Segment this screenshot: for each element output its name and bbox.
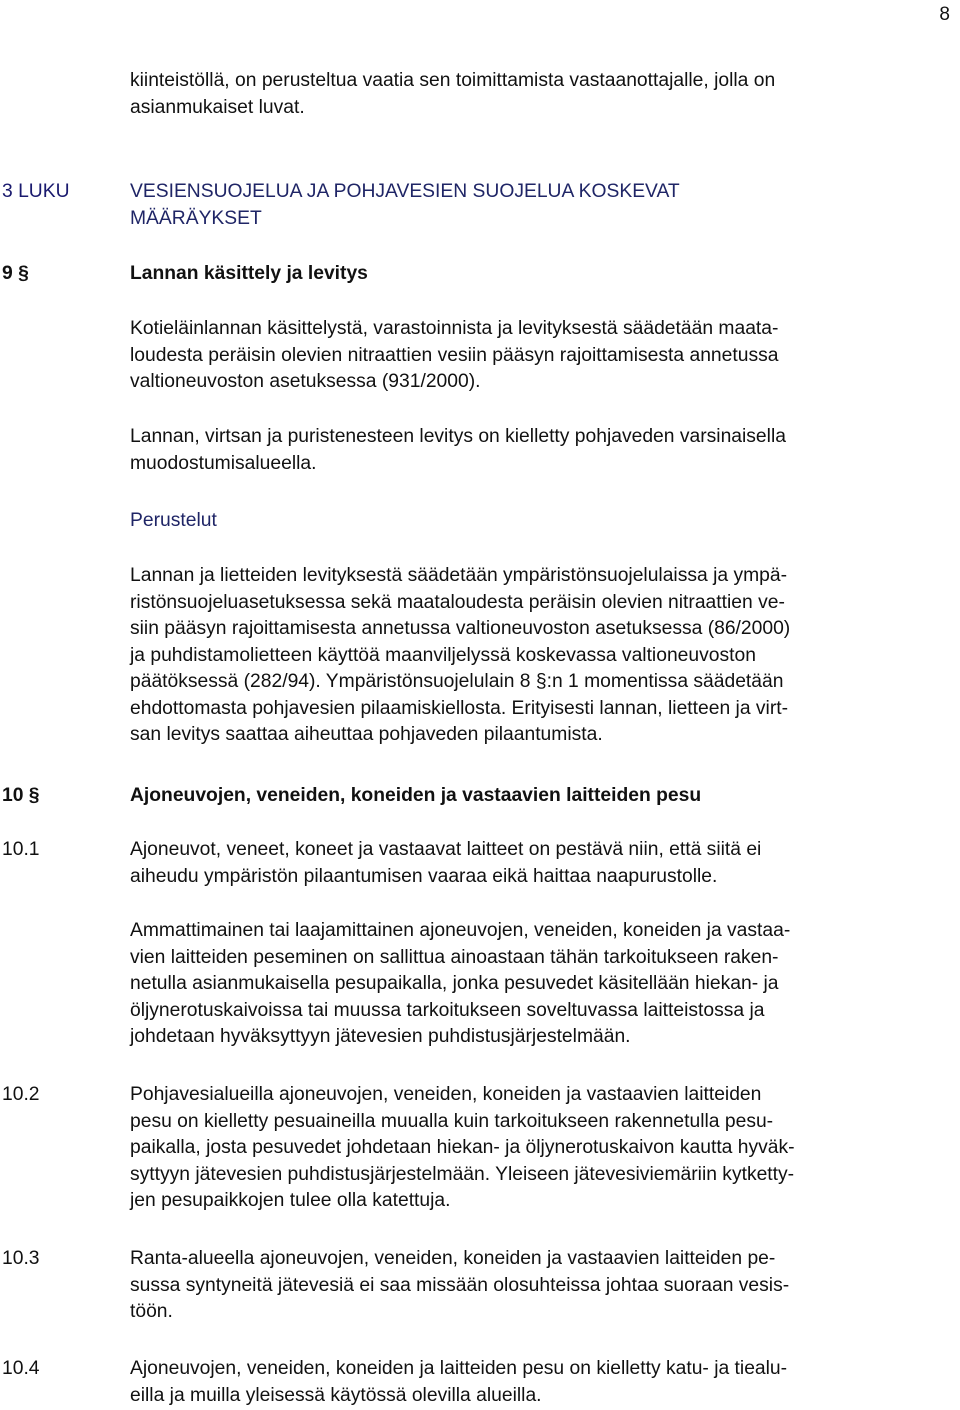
text-line: san levitys saattaa aiheuttaa pohjaveden pilaantumista.	[130, 724, 603, 745]
intro-paragraph	[130, 68, 952, 121]
item-number: 10.2	[2, 1084, 40, 1105]
chapter-number: 3 LUKU	[2, 181, 70, 202]
text-line: Pohjavesialueilla ajoneuvojen, veneiden, koneiden ja vastaavien laitteiden	[130, 1084, 762, 1105]
rationale-heading: Perustelut	[130, 510, 217, 531]
page-number: 8	[939, 4, 950, 25]
section-10-number: 10 §	[2, 785, 40, 806]
item-10-1-text	[130, 837, 952, 890]
text-line: asianmukaiset luvat.	[130, 96, 305, 118]
text-line: valtioneuvoston asetuksessa (931/2000).	[130, 371, 481, 392]
section-9-paragraph-2	[130, 424, 952, 477]
item-10-3-text	[130, 1246, 952, 1326]
text-line: pesu on kielletty pesuaineilla muualla kuin tarkoitukseen rakennetulla pesu-	[130, 1110, 774, 1132]
text-line: muodostumisalueella.	[130, 452, 317, 474]
section-10-title: Ajoneuvojen, veneiden, koneiden ja vastaavien laitteiden pesu	[130, 785, 702, 806]
text-line: netulla asianmukaisella pesupaikalla, jonka pesuvedet käsitellään hiekan- ja	[130, 973, 779, 994]
item-10-1-paragraph-2	[130, 918, 952, 1051]
item-10-4-text	[130, 1356, 952, 1409]
item-number: 10.4	[2, 1358, 40, 1379]
item-number: 10.3	[2, 1248, 40, 1269]
text-line: öljynerotuskaivoissa tai muussa tarkoitukseen soveltuvassa laitteistossa ja	[130, 999, 765, 1021]
section-9-title: Lannan käsittely ja levitys	[130, 263, 368, 284]
text-line: kiinteistöllä, on perusteltua vaatia sen toimittamista vastaanottajalle, jolla on	[130, 70, 776, 91]
text-line: sussa syntyneitä jätevesiä ei saa missään olosuhteissa johtaa suoraan vesis-	[130, 1274, 790, 1296]
text-line: loudesta peräisin olevien nitraattien vesiin pääsyn rajoittamisesta annetussa	[130, 344, 779, 366]
text-line: Lannan, virtsan ja puristenesteen levitys on kielletty pohjaveden varsinaisella	[130, 426, 786, 447]
text-line: Ranta-alueella ajoneuvojen, veneiden, koneiden ja vastaavien laitteiden pe-	[130, 1248, 776, 1269]
text-line: Ajoneuvojen, veneiden, koneiden ja laitteiden pesu on kielletty katu- ja tiealu-	[130, 1358, 788, 1379]
text-line: syttyyn jätevesien puhdistusjärjestelmään. Yleiseen jätevesiviemäriin kytketty-	[130, 1163, 795, 1185]
text-line: Kotieläinlannan käsittelystä, varastoinnista ja levityksestä säädetään maata-	[130, 318, 779, 339]
text-line: eilla ja muilla yleisessä käytössä olevilla alueilla.	[130, 1384, 542, 1406]
item-10-2-text	[130, 1082, 952, 1215]
section-9-number: 9 §	[2, 263, 29, 284]
item-number: 10.1	[2, 839, 40, 860]
heading-line: MÄÄRÄYKSET	[130, 207, 262, 229]
text-line: ristönsuojeluasetuksessa sekä maataloudesta peräisin olevien nitraattien ve-	[130, 591, 785, 613]
text-line: vien laitteiden peseminen on sallittua ainoastaan tähän tarkoitukseen raken-	[130, 946, 779, 968]
text-line: ja puhdistamolietteen käyttöä maanviljelyssä koskevassa valtioneuvoston	[130, 644, 756, 666]
text-line: siin pääsyn rajoittamisesta annetussa valtioneuvoston asetuksessa (86/2000)	[130, 618, 791, 639]
text-line: johdetaan hyväksyttyyn jätevesien puhdistusjärjestelmään.	[130, 1026, 631, 1047]
text-line: päätöksessä (282/94). Ympäristönsuojelulain 8 §:n 1 momentissa säädetään	[130, 671, 784, 692]
text-line: Ajoneuvot, veneet, koneet ja vastaavat laitteet on pestävä niin, että siitä ei	[130, 839, 762, 860]
section-9-paragraph-1	[130, 316, 952, 396]
text-line: paikalla, josta pesuvedet johdetaan hiekan- ja öljynerotuskaivon kautta hyväk-	[130, 1137, 795, 1158]
text-line: jen pesupaikkojen tulee olla katettuja.	[130, 1190, 451, 1211]
rationale-paragraph	[130, 563, 952, 749]
text-line: ehdottomasta pohjavesien pilaamiskiellosta. Erityisesti lannan, lietteen ja virt-	[130, 697, 789, 719]
text-line: töön.	[130, 1301, 173, 1322]
chapter-title	[130, 179, 952, 232]
heading-line: VESIENSUOJELUA JA POHJAVESIEN SUOJELUA KOSKEVAT	[130, 181, 680, 202]
text-line: aiheudu ympäristön pilaantumisen vaaraa eikä haittaa naapurustolle.	[130, 865, 718, 887]
text-line: Lannan ja lietteiden levityksestä säädetään ympäristönsuojelulaissa ja ympä-	[130, 565, 788, 586]
text-line: Ammattimainen tai laajamittainen ajoneuvojen, veneiden, koneiden ja vastaa-	[130, 920, 791, 941]
